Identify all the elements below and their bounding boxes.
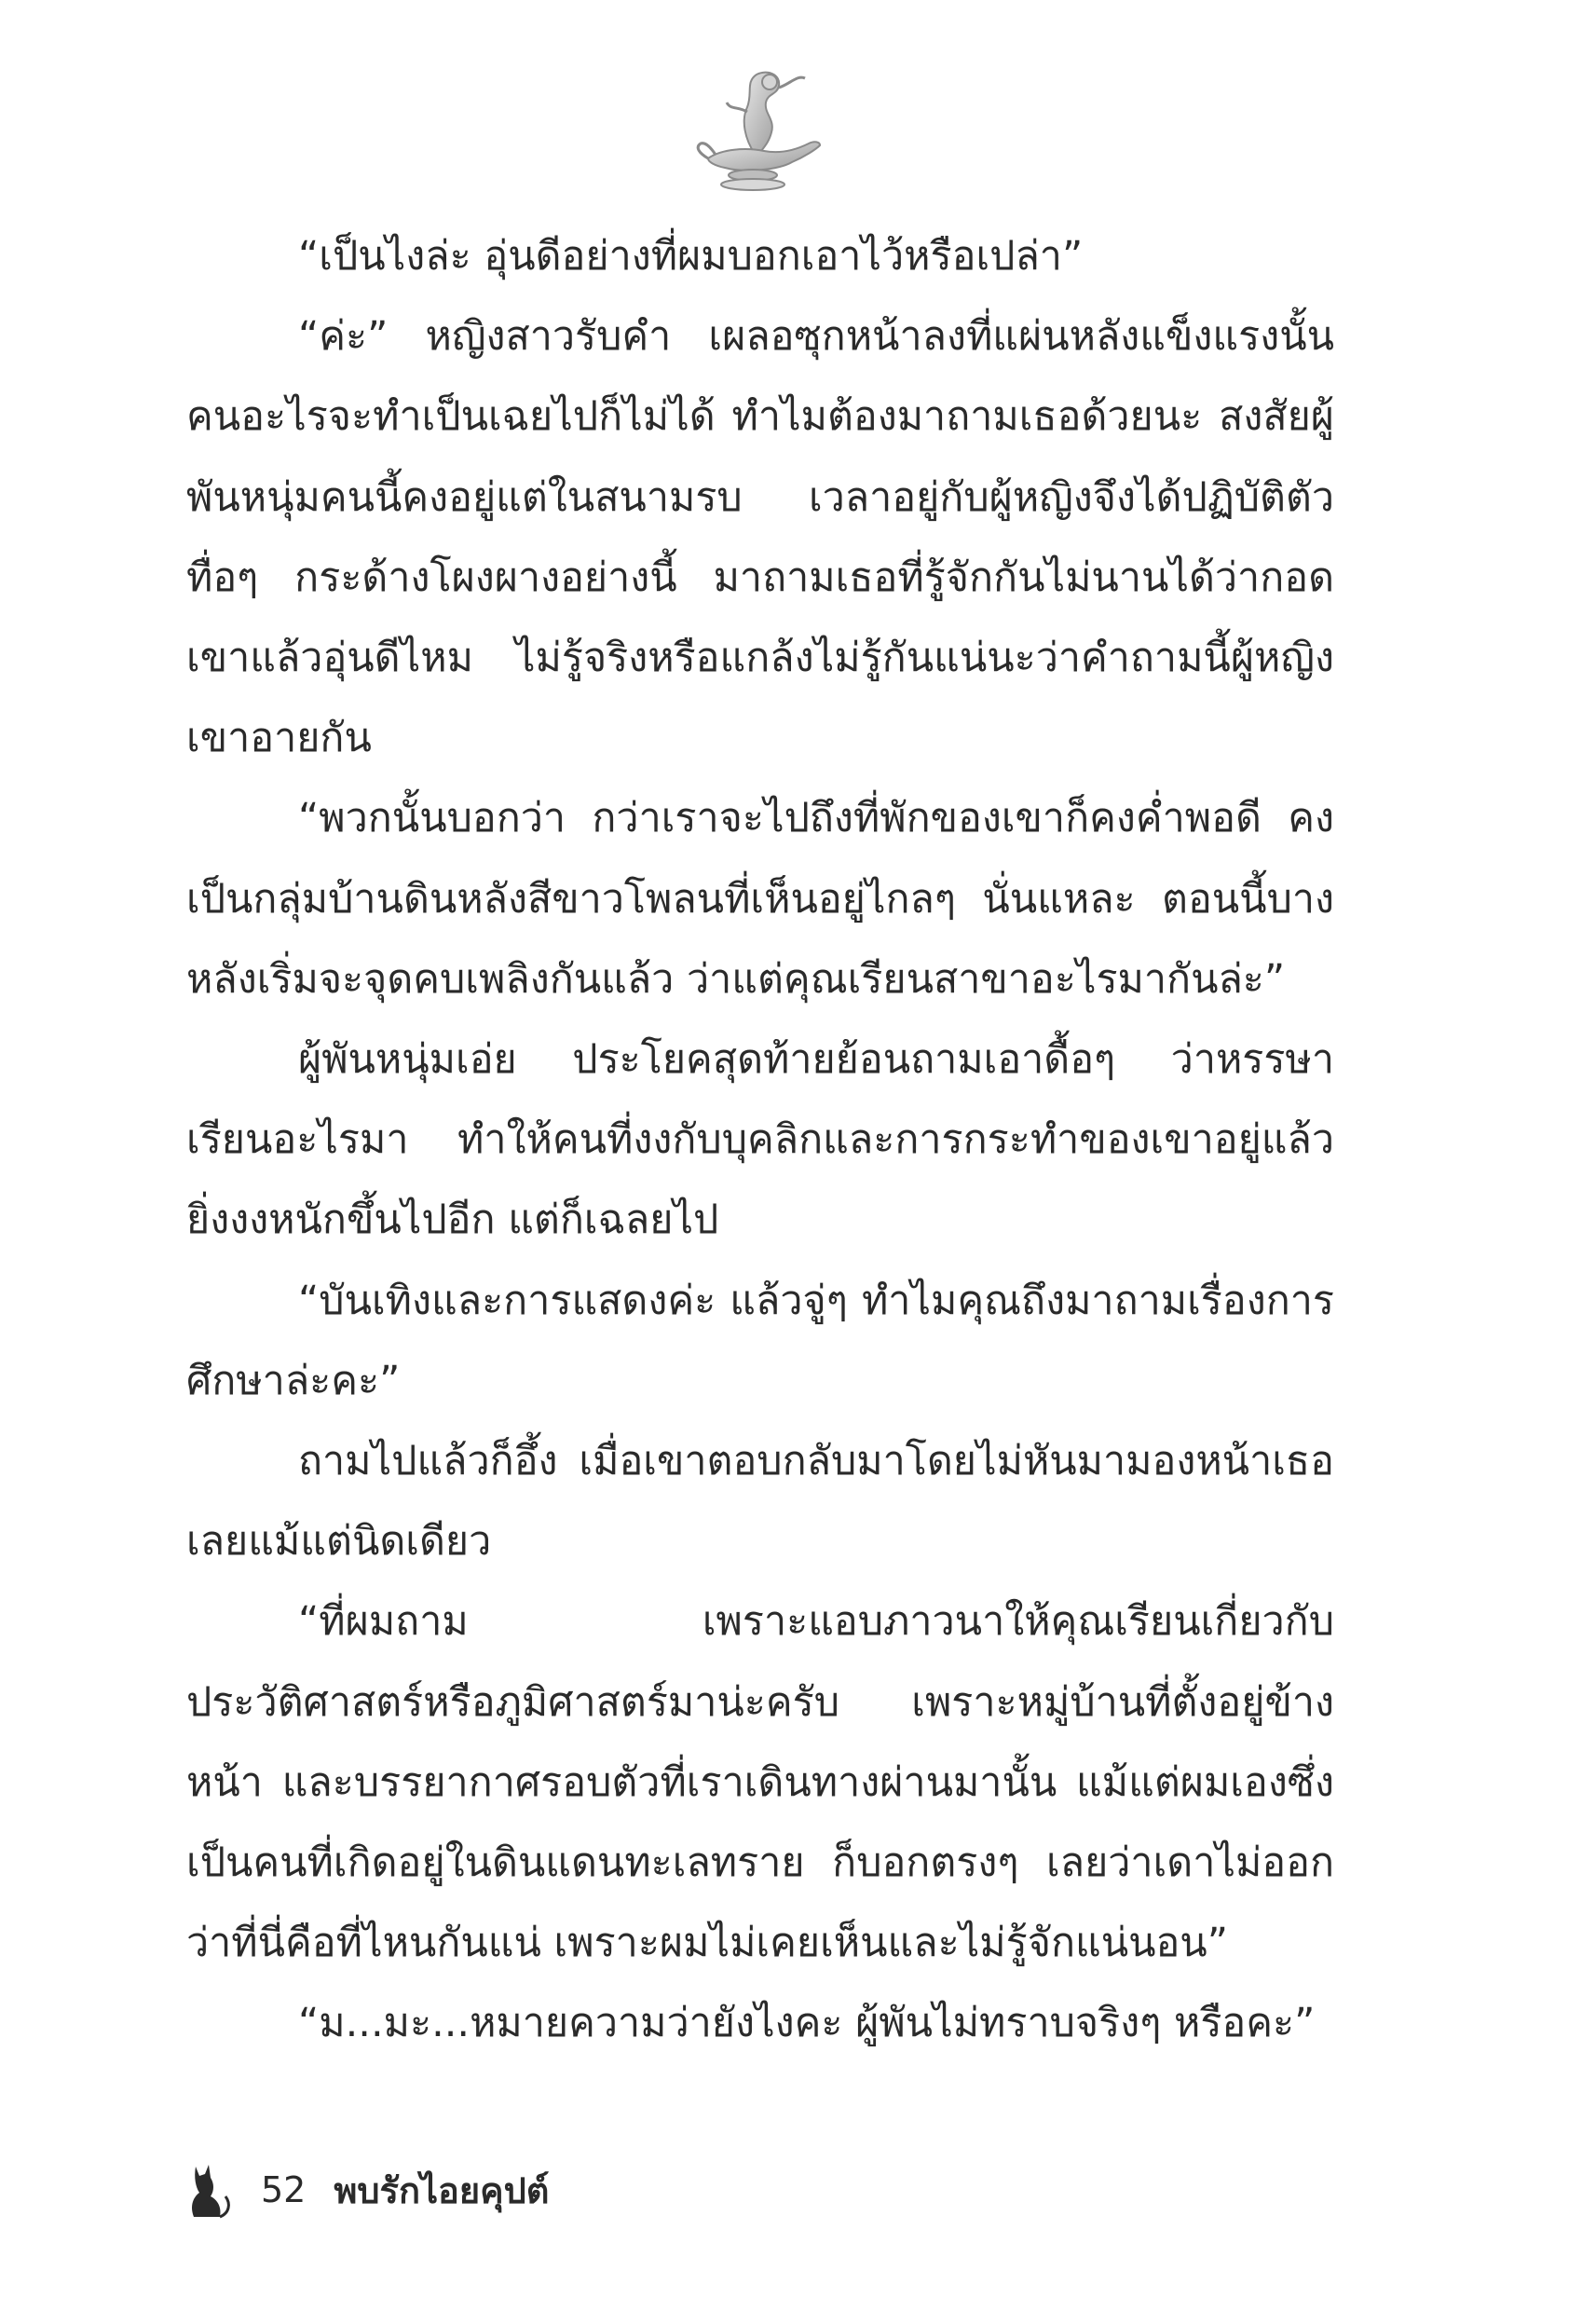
paragraph-6: ถามไปแล้วก็อึ้ง เมื่อเขาตอบกลับมาโดยไม่หันมามองหน้าเธอเลยแม้แต่นิดเดียว <box>186 1438 1334 1566</box>
book-title: พบรักไอยคุปต์ <box>334 2169 550 2211</box>
page-number: 52 <box>261 2169 307 2210</box>
page-footer <box>186 2157 549 2222</box>
body-text <box>186 216 1334 2064</box>
paragraph-4: ผู้พันหนุ่มเอ่ย ประโยคสุดท้ายย้อนถามเอาดื้อๆ ว่าหรรษาเรียนอะไรมา ทำให้คนที่งงกับบุคลิกและการกระทำของเขาอยู่แล้วยิ่งงงหนักขึ้นไปอีก แต่ก็เฉลยไป <box>186 1036 1334 1244</box>
paragraph-5: “บันเทิงและการแสดงค่ะ แล้วจู่ๆ ทำไมคุณถึงมาถามเรื่องการศึกษาล่ะคะ” <box>186 1277 1334 1404</box>
paragraph-3: “พวกนั้นบอกว่า กว่าเราจะไปถึงที่พักของเขาก็คงค่ำพอดี คงเป็นกลุ่มบ้านดินหลังสีขาวโพลนที่เห็นอยู่ไกลๆ นั่นแหละ ตอนนี้บางหลังเริ่มจะจุดคบเพลิงกันแล้ว ว่าแต่คุณเรียนสาขาอะไรมากันล่ะ” <box>186 795 1334 1003</box>
paragraph-2: “ค่ะ” หญิงสาวรับคำ เผลอซุกหน้าลงที่แผ่นหลังแข็งแรงนั้น คนอะไรจะทำเป็นเฉยไปก็ไม่ได้ ทำไมต้องมาถามเธอด้วยนะ สงสัยผู้พันหนุ่มคนนี้คงอยู่แต่ในสนามรบ เวลาอยู่กับผู้หญิงจึงได้ปฏิบัติตัวทื่อๆ กระด้างโผงผางอย่างนี้ มาถามเธอที่รู้จักกันไม่นานได้ว่ากอดเขาแล้วอุ่นดีไหม ไม่รู้จริงหรือแกล้งไม่รู้กันแน่นะว่าคำถามนี้ผู้หญิงเขาอายกัน <box>186 313 1334 762</box>
cat-icon <box>186 2159 233 2221</box>
genie-lamp-icon <box>689 65 829 196</box>
paragraph-7: “ที่ผมถาม เพราะแอบภาวนาให้คุณเรียนเกี่ยวกับประวัติศาสตร์หรือภูมิศาสตร์มาน่ะครับ เพราะหมู่บ้านที่ตั้งอยู่ข้างหน้า และบรรยากาศรอบตัวที่เราเดินทางผ่านมานั้น แม้แต่ผมเองซึ่งเป็นคนที่เกิดอยู่ในดินแดนทะเลทราย ก็บอกตรงๆ เลยว่าเดาไม่ออกว่าที่นี่คือที่ไหนกันแน่ เพราะผมไม่เคยเห็นและไม่รู้จักแน่นอน” <box>186 1598 1334 1967</box>
paragraph-8: “ม...มะ...หมายความว่ายังไงคะ ผู้พันไม่ทราบจริงๆ หรือคะ” <box>298 2000 1316 2047</box>
paragraph-1: “เป็นไงล่ะ อุ่นดีอย่างที่ผมบอกเอาไว้หรือเปล่า” <box>298 233 1084 280</box>
